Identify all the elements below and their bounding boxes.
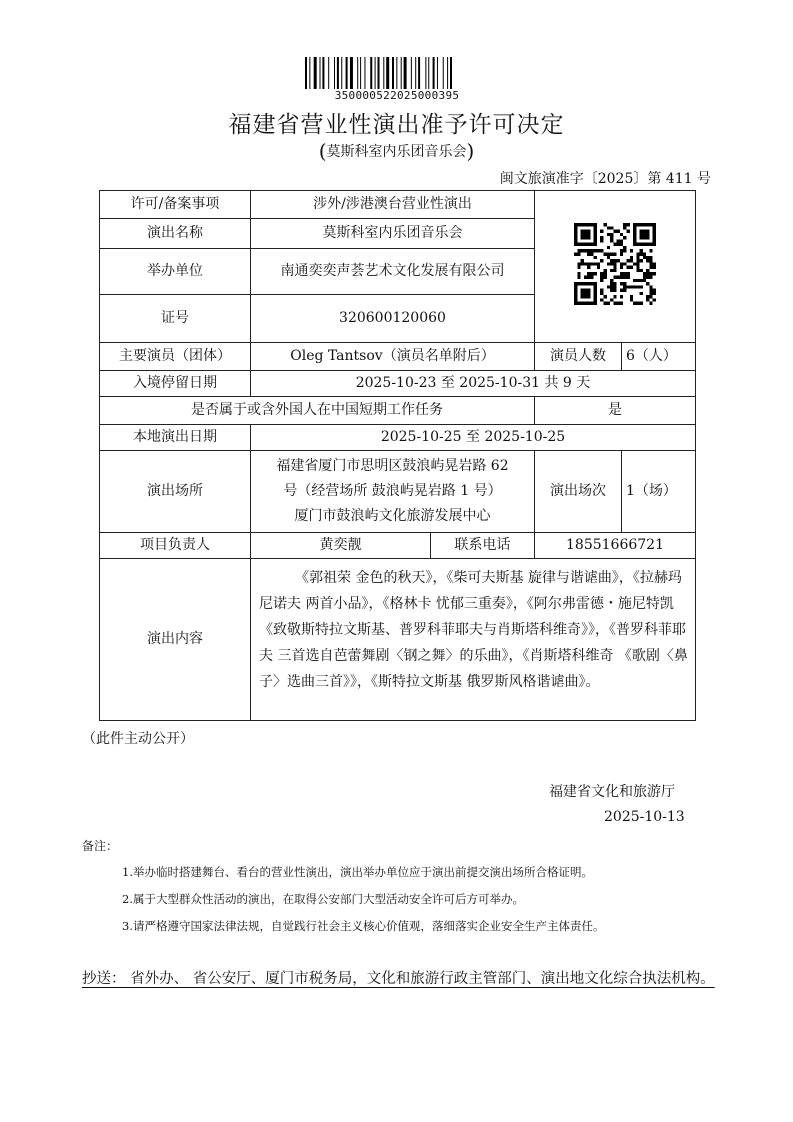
remark-item: 1.举办临时搭建舞台、看台的营业性演出，演出举办单位应于演出前提交演出场所合格证明。	[122, 865, 593, 879]
venue-value	[251, 451, 535, 533]
remark-item: 2.属于大型群众性活动的演出，在取得公安部门大型活动安全许可后方可举办。	[122, 892, 524, 906]
cc-block	[82, 966, 722, 992]
cc-recipients: 省外办、 省公安厅、厦门市税务局，文化和旅游行政主管部门、演出地文化综合执法机构。	[125, 971, 715, 987]
foreign-work-label: 是否属于或含外国人在中国短期工作任务	[100, 397, 535, 425]
content-label: 演出内容	[100, 559, 251, 721]
barcode	[305, 57, 489, 89]
qrcode-cell	[535, 191, 696, 343]
content-value: 《郭祖荣 金色的秋天》，《柴可夫斯基 旋律与谐谑曲》，《拉赫玛尼诺夫 两首小品》，《格林卡 忧郁三重奏》，《阿尔弗雷德・施尼特凯《致敬斯特拉文斯基、普罗科菲耶夫与肖斯塔科维奇》》，《普罗科菲耶夫 三首选自芭蕾舞剧〈钢之舞〉的乐曲》，《肖斯塔科维奇 《歌剧〈鼻子〉选曲三首》》，《斯特拉文斯基 俄罗斯风格谐谑曲》。	[251, 559, 696, 721]
qr-code	[574, 223, 656, 305]
foreign-work-value: 是	[535, 397, 696, 425]
issue-date: 2025-10-13	[604, 809, 685, 825]
remark-item: 3.请严格遵守国家法律法规，自觉践行社会主义核心价值观，落细落实企业安全生产主体责任。	[122, 919, 605, 933]
license-no-value: 320600120060	[251, 295, 535, 343]
issuer: 福建省文化和旅游厅	[549, 784, 675, 800]
stay-dates-value: 2025-10-23 至 2025-10-31 共 9 天	[251, 371, 696, 397]
manager-value: 黄奕靓	[251, 533, 431, 559]
permit-table	[99, 190, 696, 721]
permit-type-label: 许可/备案事项	[100, 191, 251, 219]
venue-line-2: 号（经营场所 鼓浪屿晃岩路 1 号）	[283, 483, 502, 499]
show-dates-label: 本地演出日期	[100, 425, 251, 451]
show-name-value: 莫斯科室内乐团音乐会	[251, 219, 535, 249]
document-subtitle: (莫斯科室内乐团音乐会)	[318, 139, 475, 163]
phone-label: 联系电话	[431, 533, 535, 559]
stay-dates-label: 入境停留日期	[100, 371, 251, 397]
remarks-label: 备注：	[82, 839, 119, 853]
document-number: 闽文旅演准字〔2025〕第 411 号	[499, 171, 711, 187]
license-no-label: 证号	[100, 295, 251, 343]
document-title: 福建省营业性演出准予许可决定	[228, 112, 565, 138]
organizer-value: 南通奕奕声荟艺术文化发展有限公司	[251, 249, 535, 295]
organizer-label: 举办单位	[100, 249, 251, 295]
subtitle-text: 莫斯科室内乐团音乐会	[326, 144, 467, 160]
show-dates-value: 2025-10-25 至 2025-10-25	[251, 425, 696, 451]
venue-line-1: 福建省厦门市思明区鼓浪屿晃岩路 62	[276, 458, 509, 474]
show-count-label: 演出场次	[535, 451, 622, 533]
public-note: （此件主动公开）	[82, 731, 194, 747]
barcode-number: 350000522025000395	[334, 89, 460, 102]
performer-label: 主要演员（团体）	[100, 343, 251, 371]
venue-line-3: 厦门市鼓浪屿文化旅游发展中心	[294, 508, 491, 524]
show-count-value: 1（场）	[622, 451, 696, 533]
performer-count-label: 演员人数	[535, 343, 622, 371]
manager-label: 项目负责人	[100, 533, 251, 559]
performer-value: Oleg Tantsov（演员名单附后）	[251, 343, 535, 371]
venue-label: 演出场所	[100, 451, 251, 533]
cc-label: 抄送：	[82, 971, 126, 987]
permit-type-value: 涉外/涉港澳台营业性演出	[251, 191, 535, 219]
show-name-label: 演出名称	[100, 219, 251, 249]
phone-value: 18551666721	[535, 533, 696, 559]
performer-count-value: 6（人）	[622, 343, 696, 371]
